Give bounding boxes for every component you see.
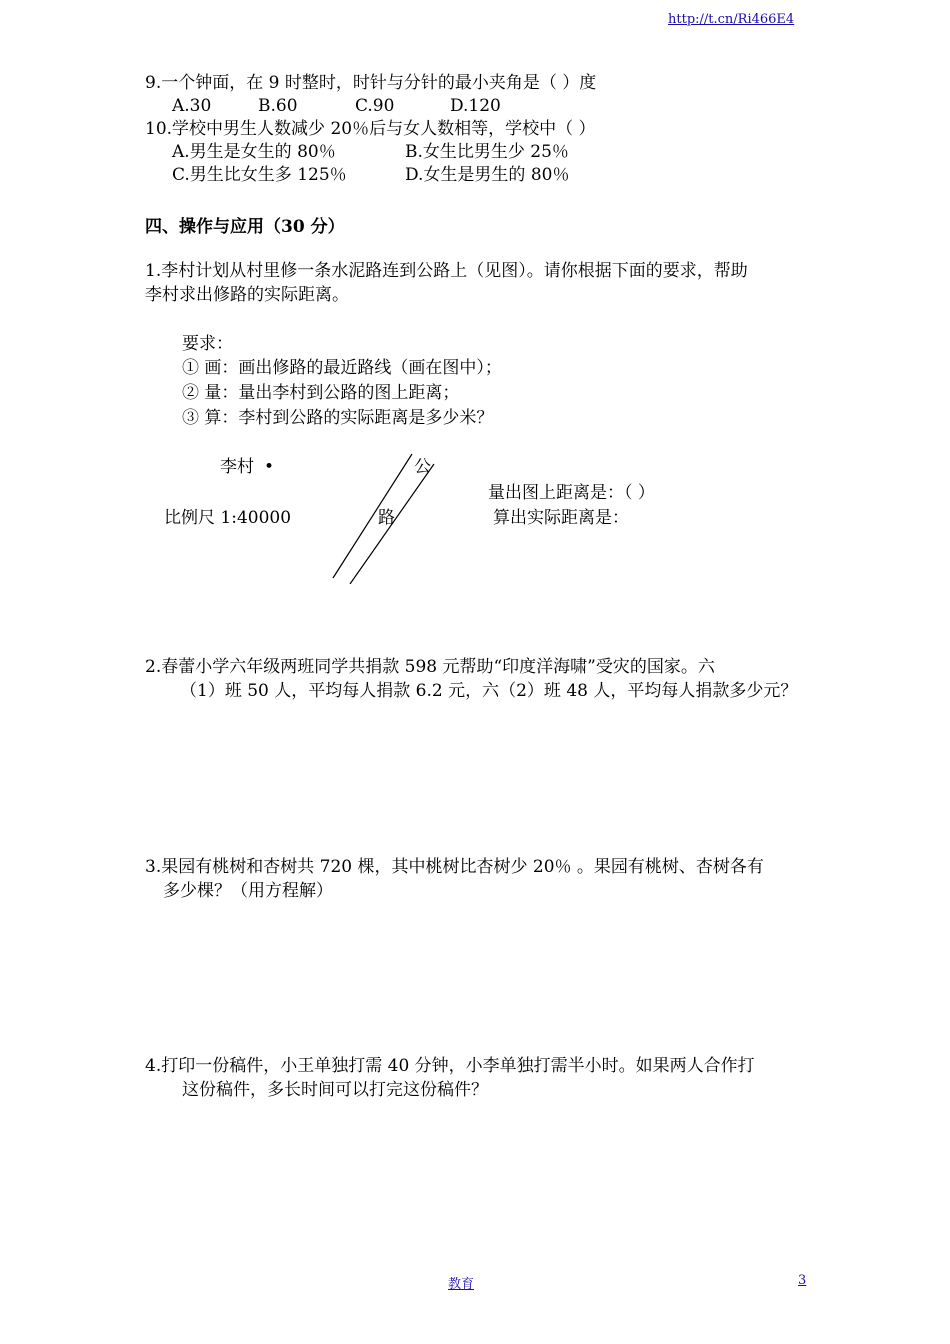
scale-label: 比例尺 1:40000 (164, 508, 292, 528)
p2-line1: 2.春蕾小学六年级两班同学共捐款 598 元帮助“印度洋海啸”受灾的国家。六 (145, 657, 715, 677)
road-char-1: 公 (414, 457, 431, 477)
q9-option-a: A.30 (172, 96, 212, 116)
p1-requirement-3: ③ 算：李村到公路的实际距离是多少米？ (182, 408, 494, 428)
header-url-link[interactable]: http://t.cn/Ri466E4 (668, 12, 795, 27)
q10-option-c: C.男生比女生多 125％ (172, 165, 347, 185)
q9-option-b: B.60 (258, 96, 298, 116)
p3-line2: 多少棵？（用方程解） (163, 881, 333, 901)
road-left-edge (333, 454, 412, 578)
section-heading: 四、操作与应用（30 分） (145, 217, 345, 237)
calc-label: 算出实际距离是： (493, 508, 629, 528)
page-number[interactable]: 3 (798, 1273, 807, 1288)
p1-line2: 李村求出修路的实际距离。 (145, 285, 349, 305)
p4-line1: 4.打印一份稿件，小王单独打需 40 分钟，小李单独打需半小时。如果两人合作打 (145, 1056, 755, 1076)
q10-option-d: D.女生是男生的 80％ (405, 165, 570, 185)
p3-line1: 3.果园有桃树和杏树共 720 棵，其中桃树比杏树少 20％ 。果园有桃树、杏树各有 (145, 857, 764, 877)
p1-line1: 1.李村计划从村里修一条水泥路连到公路上（见图）。请你根据下面的要求，帮助 (145, 261, 748, 281)
p2-line2: （1）班 50 人，平均每人捐款 6.2 元，六（2）班 48 人，平均每人捐款多少元？ (180, 681, 798, 701)
q10-option-a: A.男生是女生的 80％ (172, 142, 336, 162)
q10-option-b: B.女生比男生少 25％ (405, 142, 569, 162)
road-char-2: 路 (378, 508, 395, 528)
measure-blank: 量出图上距离是：（ ） (488, 483, 655, 503)
q10-stem: 10.学校中男生人数减少 20％后与女人数相等，学校中（ ） (145, 119, 596, 139)
footer-center-link[interactable]: 教育 (448, 1277, 475, 1292)
village-point: • (264, 457, 275, 477)
q9-stem: 9.一个钟面，在 9 时整时，时针与分针的最小夹角是（ ）度 (145, 73, 597, 93)
p1-requirements-title: 要求： (182, 334, 233, 354)
p1-requirement-1: ① 画：画出修路的最近路线（画在图中）； (182, 358, 502, 378)
q9-option-c: C.90 (355, 96, 395, 116)
q9-option-d: D.120 (450, 96, 501, 116)
village-label: 李村 (220, 457, 254, 477)
p1-requirement-2: ② 量：量出李村到公路的图上距离； (182, 383, 460, 403)
p4-line2: 这份稿件，多长时间可以打完这份稿件？ (182, 1080, 488, 1100)
